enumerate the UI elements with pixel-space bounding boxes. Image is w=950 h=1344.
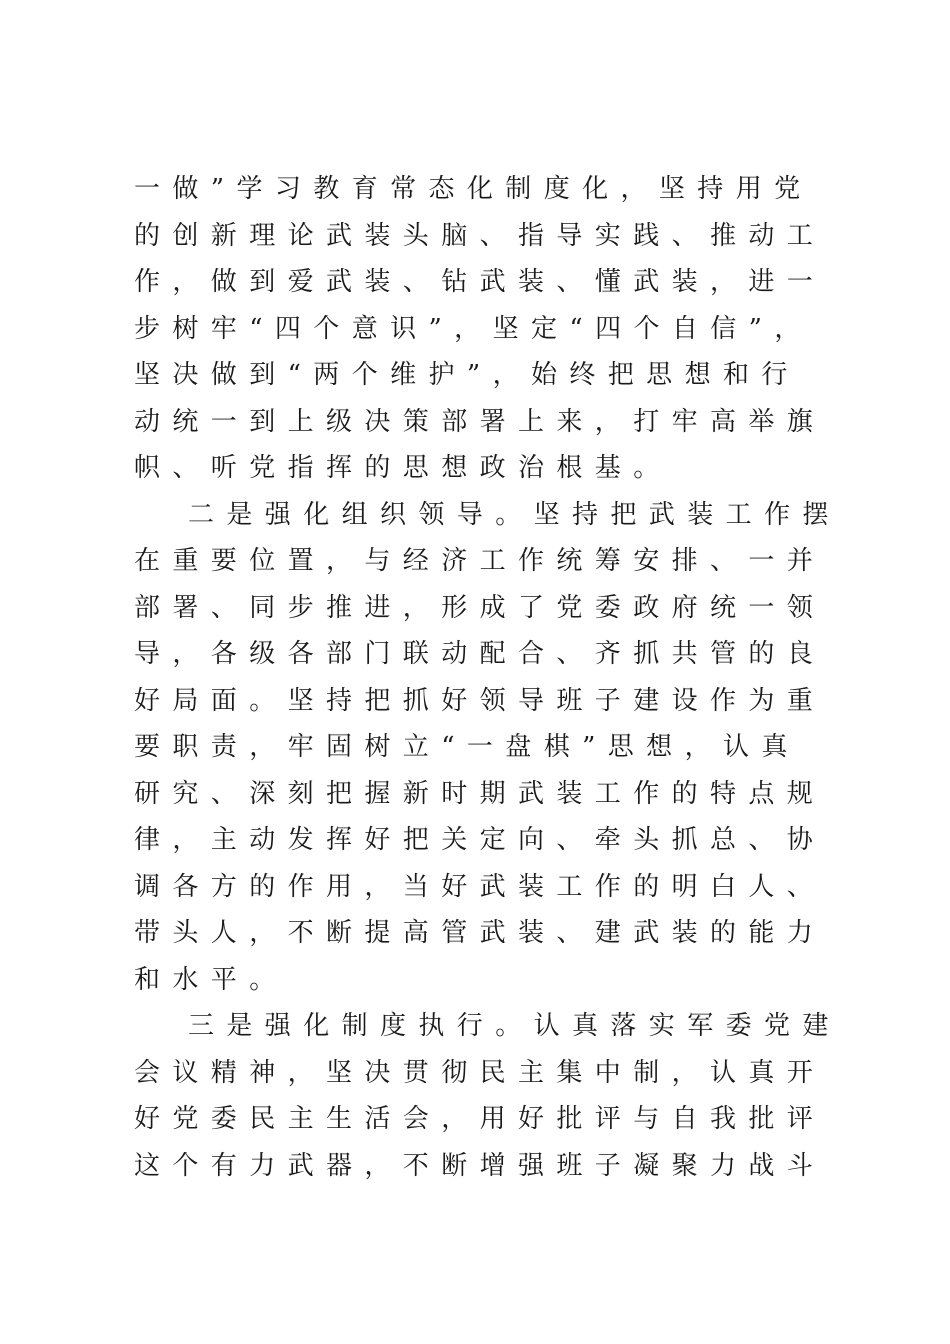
text-line: 好局面。坚持把抓好领导班子建设作为重 <box>134 685 826 716</box>
text-line: 要职责，牢固树立“一盘棋”思想，认真 <box>134 732 800 762</box>
text-line: 部署、同步推进，形成了党委政府统一领 <box>134 592 826 623</box>
text-line: 研究、深刻把握新时期武装工作的特点规 <box>134 778 826 809</box>
paragraph-2 <box>134 492 841 1004</box>
paragraph-heading-line: 三是强化制度执行。认真落实军委党建 <box>188 1011 841 1041</box>
text-line: 会议精神，坚决贯彻民主集中制，认真开 <box>134 1057 826 1088</box>
text-line: 导，各级各部门联动配合、齐抓共管的良 <box>134 639 826 669</box>
text-line: 这个有力武器，不断增强班子凝聚力战斗 <box>134 1150 826 1181</box>
text-line: 在重要位置，与经济工作统筹安排、一并 <box>134 546 826 576</box>
text-line: 动统一到上级决策部署上来，打牢高举旗 <box>134 406 826 437</box>
paragraph-3 <box>134 1003 841 1189</box>
text-line: 调各方的作用，当好武装工作的明白人、 <box>134 871 826 902</box>
text-line: 一做”学习教育常态化制度化，坚持用党 <box>134 174 813 204</box>
text-line: 律，主动发挥好把关定向、牵头抓总、协 <box>134 825 826 855</box>
paragraph-heading-line: 二是强化组织领导。坚持把武装工作摆 <box>188 499 841 530</box>
text-line: 的创新理论武装头脑、指导实践、推动工 <box>134 220 826 251</box>
text-line: 作，做到爱武装、钻武装、懂武装，进一 <box>134 267 826 297</box>
text-line: 和水平。 <box>134 964 288 995</box>
text-line: 带头人，不断提高管武装、建武装的能力 <box>134 918 826 948</box>
paragraph-1 <box>134 166 824 492</box>
text-line: 帜、听党指挥的思想政治根基。 <box>134 453 672 483</box>
text-line: 好党委民主生活会，用好批评与自我批评 <box>134 1104 826 1134</box>
text-line: 坚决做到“两个维护”，始终把思想和行 <box>134 360 800 390</box>
document-body <box>134 166 841 1189</box>
text-line: 步树牢“四个意识”，坚定“四个自信”， <box>134 313 813 344</box>
